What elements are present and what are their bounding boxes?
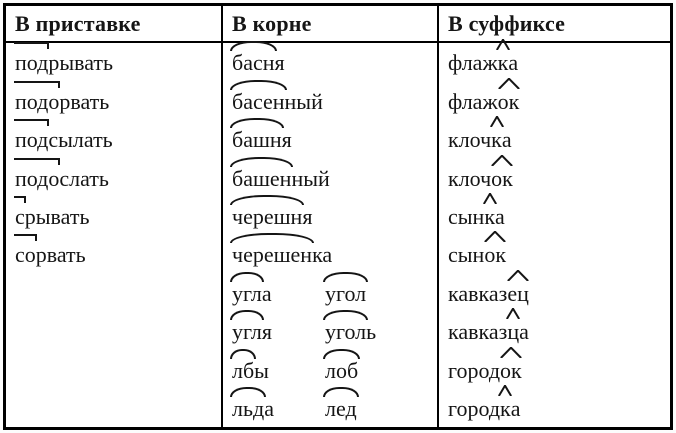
table-row <box>439 350 670 388</box>
word-slot <box>325 358 358 384</box>
word: флаж ка <box>448 50 518 76</box>
table-row <box>6 197 221 235</box>
word: город ка <box>448 396 521 422</box>
table-row <box>223 235 437 273</box>
column-header-prefix: В приставке <box>6 6 221 43</box>
marked-morpheme: башен <box>232 166 291 192</box>
word-slot <box>232 319 325 345</box>
word: сын ок <box>448 242 506 268</box>
word: клоч ка <box>448 127 512 153</box>
column-prefix <box>6 6 223 427</box>
column-header-suffix: В суффиксе <box>439 6 670 43</box>
marked-morpheme: ец <box>507 281 529 307</box>
marked-morpheme: с <box>15 204 25 230</box>
word: подослать <box>15 166 109 192</box>
marked-morpheme: к <box>500 396 511 422</box>
table-row <box>6 273 221 311</box>
table-row <box>6 312 221 350</box>
word: льда <box>232 396 274 422</box>
table-row <box>223 197 437 235</box>
marked-morpheme: угл <box>232 319 262 345</box>
prefix-mark-icon <box>14 196 26 203</box>
marked-morpheme: угол <box>325 319 366 345</box>
word: черешенка <box>232 242 332 268</box>
marked-morpheme: со <box>15 242 36 268</box>
column-suffix-rows <box>439 43 670 427</box>
table-row <box>223 81 437 119</box>
table-row <box>439 197 670 235</box>
column-header-root: В корне <box>223 6 437 43</box>
word-slot <box>15 242 86 268</box>
word: сорвать <box>15 242 86 268</box>
word: подорвать <box>15 89 109 115</box>
marked-morpheme: черешн <box>232 204 302 230</box>
table-row <box>223 312 437 350</box>
word: уголь <box>325 319 376 345</box>
word-slot <box>325 319 376 345</box>
marked-morpheme: башн <box>232 127 282 153</box>
word-slot <box>15 166 109 192</box>
table-row <box>6 235 221 273</box>
column-suffix <box>439 6 670 427</box>
table-row <box>439 312 670 350</box>
word: кавказ ца <box>448 319 529 345</box>
marked-morpheme: к <box>498 50 509 76</box>
marked-morpheme: лоб <box>325 358 358 384</box>
marked-morpheme: к <box>491 127 502 153</box>
word-slot <box>232 89 323 115</box>
marked-morpheme: под <box>15 50 48 76</box>
prefix-mark-icon <box>14 234 37 241</box>
table-row <box>439 43 670 81</box>
marked-morpheme: ок <box>500 358 522 384</box>
word-slot <box>448 242 506 268</box>
marked-morpheme: к <box>484 204 495 230</box>
table-row <box>439 273 670 311</box>
word-slot <box>15 204 90 230</box>
word: башня <box>232 127 292 153</box>
column-prefix-rows <box>6 43 221 427</box>
table-row <box>223 120 437 158</box>
word-slot <box>232 242 332 268</box>
word: клоч ок <box>448 166 513 192</box>
word: подсылать <box>15 127 113 153</box>
marked-morpheme: басен <box>232 89 285 115</box>
word: срывать <box>15 204 90 230</box>
prefix-mark-icon <box>14 42 49 49</box>
word-slot <box>448 281 529 307</box>
word-slot <box>448 396 521 422</box>
table-row <box>6 350 221 388</box>
marked-morpheme: басн <box>232 50 275 76</box>
word <box>325 396 357 422</box>
marked-morpheme: подо <box>15 89 59 115</box>
word: подрывать <box>15 50 113 76</box>
word: басня <box>232 50 285 76</box>
marked-morpheme: ок <box>498 89 520 115</box>
marked-morpheme: под <box>15 127 48 153</box>
word: сын ка <box>448 204 505 230</box>
column-root-rows <box>223 43 437 427</box>
word-slot <box>448 127 512 153</box>
word-slot <box>448 166 513 192</box>
table-row <box>223 43 437 81</box>
word: кавказ ец <box>448 281 529 307</box>
prefix-mark-icon <box>14 119 49 126</box>
table-row <box>439 235 670 273</box>
word-slot <box>448 358 522 384</box>
word-slot <box>15 50 113 76</box>
word-slot <box>232 50 285 76</box>
word: башенный <box>232 166 330 192</box>
word-slot <box>448 50 518 76</box>
word <box>325 358 358 384</box>
word-slot <box>232 204 312 230</box>
word-slot <box>325 281 366 307</box>
word: флаж ок <box>448 89 519 115</box>
marked-morpheme: лед <box>325 396 357 422</box>
word: басенный <box>232 89 323 115</box>
table-row <box>439 120 670 158</box>
word <box>325 281 366 307</box>
word-slot <box>232 396 325 422</box>
marked-morpheme: подо <box>15 166 59 192</box>
table-row <box>439 158 670 196</box>
table-row <box>6 158 221 196</box>
prefix-mark-icon <box>14 158 60 165</box>
word: угля <box>232 319 272 345</box>
marked-morpheme: угл <box>232 281 262 307</box>
word-slot <box>325 396 357 422</box>
table-row <box>6 389 221 427</box>
word-slot <box>15 89 109 115</box>
word-slot <box>448 204 505 230</box>
word: город ок <box>448 358 522 384</box>
word: угла <box>232 281 272 307</box>
table-row <box>223 350 437 388</box>
word-slot <box>448 89 519 115</box>
marked-morpheme: ок <box>484 242 506 268</box>
marked-morpheme: ц <box>507 319 519 345</box>
table-row <box>223 158 437 196</box>
word: лбы <box>232 358 269 384</box>
word-slot <box>232 166 330 192</box>
word-slot <box>232 127 292 153</box>
prefix-mark-icon <box>14 81 60 88</box>
word-slot <box>232 358 325 384</box>
word-slot <box>448 319 529 345</box>
table-row <box>439 81 670 119</box>
table-row <box>439 389 670 427</box>
table-row <box>6 81 221 119</box>
table-row <box>6 43 221 81</box>
word-slot <box>15 127 113 153</box>
morpheme-table <box>3 3 673 430</box>
table-row <box>6 120 221 158</box>
marked-morpheme: ок <box>491 166 513 192</box>
table-row <box>223 389 437 427</box>
word-slot <box>232 281 325 307</box>
marked-morpheme: льд <box>232 396 264 422</box>
marked-morpheme: угол <box>325 281 366 307</box>
table-row <box>223 273 437 311</box>
marked-morpheme: лб <box>232 358 254 384</box>
column-root <box>223 6 439 427</box>
marked-morpheme: черешен <box>232 242 312 268</box>
word: черешня <box>232 204 312 230</box>
